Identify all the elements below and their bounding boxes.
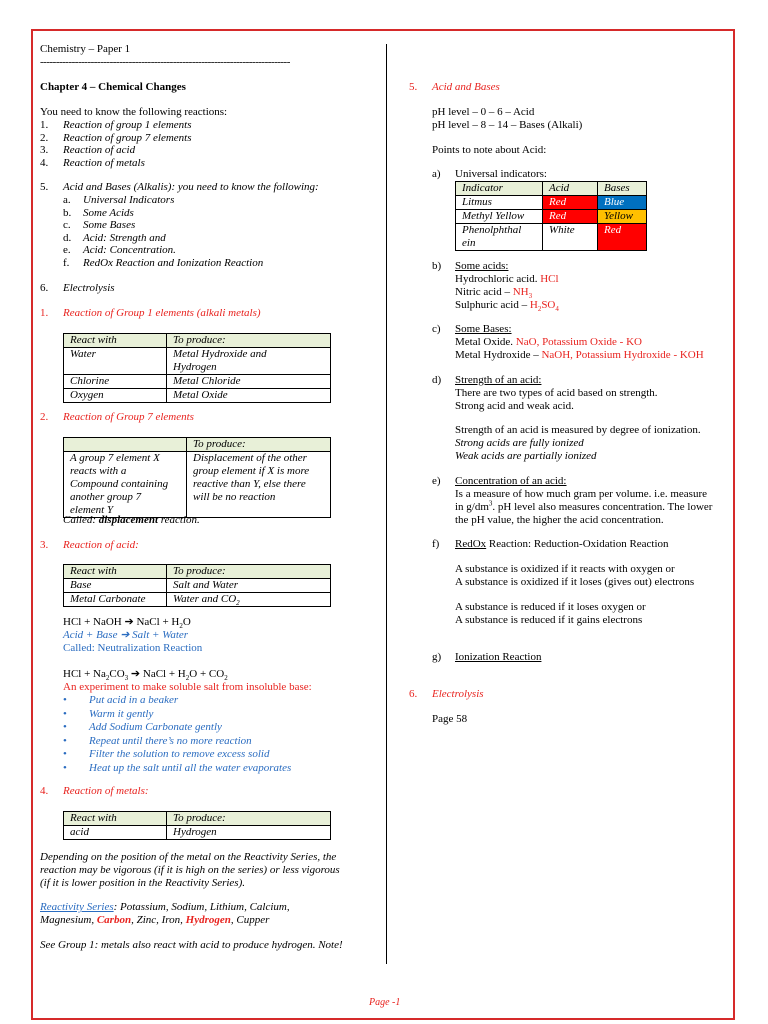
- reaction-list: [40, 119, 192, 169]
- page-reference: Page 58: [432, 713, 468, 725]
- concentration-line-3: the pH value, the higher the acid concentration.: [455, 514, 664, 526]
- point-c: c) Some Bases:: [432, 323, 512, 335]
- document-title: Chemistry – Paper 1: [40, 43, 131, 55]
- list-item: f. RedOx Reaction and Ionization Reaction: [63, 256, 264, 269]
- weak-acids: Weak acids are partially ionized: [455, 450, 597, 462]
- list-item: b. Some Acids: [63, 206, 134, 219]
- reduction-line-1: A substance is reduced if it loses oxygen or: [455, 601, 646, 613]
- base-hydroxide: Metal Hydroxide – NaOH, Potassium Hydroxide - KOH: [455, 349, 704, 361]
- list-item: • Repeat until there’s no more reaction: [63, 734, 252, 747]
- indicator-table: Indicator Acid Bases Litmus Red Blue Methyl Yellow Red Yellow Phenolphthal White Red ein: [455, 181, 647, 251]
- base-oxide: Metal Oxide. NaO, Potassium Oxide - KO: [455, 336, 642, 348]
- acid-nitric: Nitric acid – $NH_3$: [455, 286, 533, 301]
- column-divider: [386, 44, 387, 964]
- acid-table: React with To produce: Base Salt and Water Metal Carbonate Water and $CO_2$: [63, 564, 331, 607]
- list-item: d. Acid: Strength and: [63, 231, 166, 244]
- reactivity-series-line-2: Magnesium, Carbon, Zinc, Iron, Hydrogen, Cupper: [40, 914, 270, 926]
- list-item: 1. Reaction of group 1 elements: [40, 119, 192, 131]
- oxidation-line-1: A substance is oxidized if it reacts with oxygen or: [455, 563, 675, 575]
- section-6-heading: 6. Electrolysis: [409, 688, 484, 700]
- equation-2: HCl + $Na_2CO_3$ ➔ NaCl + $H_2O + CO_2$: [63, 668, 228, 683]
- reactivity-series-link[interactable]: Reactivity Series: [40, 901, 114, 913]
- section-4-heading: 4. Reaction of metals:: [40, 785, 149, 797]
- strength-line-3: Strength of an acid is measured by degree of ionization.: [455, 424, 701, 436]
- equation-1-words: Acid + Base ➔ Salt + Water: [63, 629, 189, 641]
- reactivity-series-line-1: Reactivity Series: Potassium, Sodium, Lithium, Calcium,: [40, 901, 290, 913]
- list-item: 4. Reaction of metals: [40, 156, 145, 169]
- list-item: • Filter the solution to remove excess solid: [63, 748, 270, 760]
- displacement-note: Called: displacement reaction.: [63, 514, 200, 526]
- point-e: e) Concentration of an acid:: [432, 475, 567, 487]
- list-item: c. Some Bases: [63, 219, 136, 231]
- list-item-5: 5. Acid and Bases (Alkalis): you need to know the following:: [40, 181, 319, 193]
- acid-hcl: Hydrochloric acid. HCl: [455, 273, 559, 285]
- list-item: 3. Reaction of acid: [40, 144, 136, 156]
- section-5-heading: 5. Acid and Bases: [409, 81, 500, 93]
- ph-acid: pH level – 0 – 6 – Acid: [432, 106, 535, 118]
- points-title: Points to note about Acid:: [432, 144, 547, 156]
- group7-table: To produce: A group 7 element X reacts with a Compound containing another group 7 element Y Displacement of the other group element if X is more reactive than Y, else there will be no reaction: [63, 437, 331, 518]
- sub-list: [63, 194, 263, 269]
- experiment-steps: [63, 694, 291, 775]
- intro-text: You need to know the following reactions:: [40, 106, 228, 118]
- list-item: e. Acid: Concentration.: [63, 244, 176, 256]
- strength-line-2: Strong acid and weak acid.: [455, 400, 574, 412]
- page-number: Page -1: [369, 997, 401, 1008]
- oxidation-line-2: A substance is oxidized if it loses (gives out) electrons: [455, 576, 695, 588]
- header-rule: -------------------------------------------------------------------------------: [40, 56, 290, 68]
- strength-line-1: There are two types of acid based on strength.: [455, 387, 658, 399]
- point-g: g) Ionization Reaction: [432, 651, 542, 663]
- section-1-heading: 1. Reaction of Group 1 elements (alkali metals): [40, 307, 261, 319]
- group1-note: See Group 1: metals also react with acid to produce hydrogen. Note!: [40, 939, 343, 951]
- list-item: • Put acid in a beaker: [63, 694, 179, 706]
- section-2-heading: 2. Reaction of Group 7 elements: [40, 411, 194, 423]
- point-d: d) Strength of an acid:: [432, 374, 542, 386]
- list-item: a. Universal Indicators: [63, 194, 175, 206]
- reactivity-paragraph: Depending on the position of the metal on the Reactivity Series, the reaction may be vigorous (if it is high on the series) or less vigorous (if it is lower position in the Reactivity Series).: [40, 851, 340, 889]
- ph-base: pH level – 8 – 14 – Bases (Alkali): [432, 119, 583, 131]
- concentration-line-2: in $g/dm^3$. pH level also measures concentration. The lower: [455, 499, 713, 513]
- concentration-line-1: Is a measure of how much gram per volume. i.e. measure: [455, 488, 707, 500]
- chapter-title: Chapter 4 – Chemical Changes: [40, 81, 186, 93]
- strong-acids: Strong acids are fully ionized: [455, 437, 584, 449]
- point-a: a) Universal indicators:: [432, 168, 547, 180]
- list-item: 2. Reaction of group 7 elements: [40, 131, 192, 144]
- section-3-heading: 3. Reaction of acid:: [40, 539, 139, 551]
- list-item-6: 6. Electrolysis: [40, 282, 115, 294]
- list-item: • Heat up the salt until all the water evaporates: [63, 761, 292, 774]
- group1-table: React with To produce: Water Metal Hydroxide and Hydrogen Chlorine Metal Chloride Oxygen Metal Oxide: [63, 333, 331, 403]
- point-b: b) Some acids:: [432, 260, 509, 272]
- reduction-line-2: A substance is reduced if it gains electrons: [455, 614, 643, 626]
- list-item: • Add Sodium Carbonate gently: [63, 721, 222, 733]
- metals-table: React with To produce: acid Hydrogen: [63, 811, 331, 840]
- experiment-title: An experiment to make soluble salt from insoluble base:: [63, 681, 312, 693]
- neutralization-note: Called: Neutralization Reaction: [63, 642, 203, 654]
- list-item: • Warm it gently: [63, 707, 154, 720]
- point-f: f) RedOx Reaction: Reduction-Oxidation Reaction: [432, 538, 669, 550]
- equation-1: HCl + NaOH ➔ NaCl + $H_2O$: [63, 616, 191, 631]
- acid-sulphuric: Sulphuric acid – $H_2SO_4$: [455, 299, 559, 314]
